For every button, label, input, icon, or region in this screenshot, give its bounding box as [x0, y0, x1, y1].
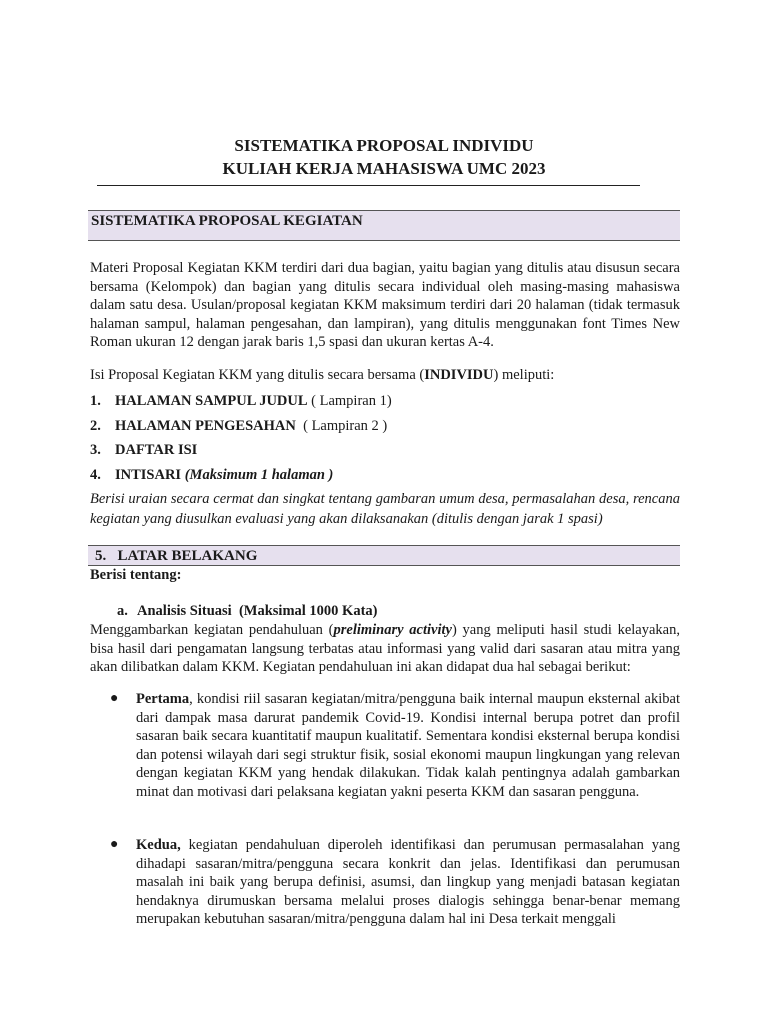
- list-item: [90, 392, 680, 417]
- document-title: [0, 134, 768, 180]
- subsection-title: Analisis Situasi (Maksimal 1000 Kata): [137, 603, 378, 619]
- intro-paragraph: Materi Proposal Kegiatan KKM terdiri dari dua bagian, yaitu bagian yang ditulis atau disusun secara bersama (Kelompok) dan bagian yang ditulis secara individual oleh masing-masing mahasiswa dalam satu desa. Usulan/proposal kegiatan KKM maksimum terdiri dari 20 halaman (tidak termasuk halaman sampul, halaman pengesahan, dan lampiran), yang ditulis menggunakan font Times New Roman ukuran 12 dengan jarak baris 1,5 spasi dan ukuran kertas A-4.: [90, 260, 680, 351]
- list-item: [108, 836, 680, 929]
- list-item-number: 3.: [90, 442, 101, 458]
- subsection-heading: [117, 603, 377, 620]
- bullet-text: kegiatan pendahuluan diperoleh identifikasi dan perumusan permasalahan yang dihadapi sasaran/mitra/pengguna secara konkrit dan jelas. Identifikasi dan perumusan masalah ini baik yang berupa definisi, asumsi, dan lingkup yang menjadi batasan kegiatan hendaknya dirumuskan bersama melalui proses dialogis sehingga benar-benar memang merupakan kebutuhan sasaran/mitra/pengguna dalam hal ini Desa terkait menggali: [136, 837, 680, 928]
- list-item-number: 1.: [90, 393, 101, 409]
- list-item-note: ( Lampiran 1): [307, 393, 392, 409]
- contents-intro-prefix: Isi Proposal Kegiatan KKM yang ditulis secara bersama (: [90, 367, 425, 383]
- analysis-prefix: Menggambarkan kegiatan pendahuluan (: [90, 622, 334, 638]
- bullet-item-kedua: [108, 836, 680, 929]
- bullet-lead: Kedua,: [136, 837, 181, 853]
- bullet-item-pertama: [108, 690, 680, 802]
- bullet-icon: ●: [110, 837, 119, 852]
- list-item: [90, 441, 680, 466]
- list-item: [108, 690, 680, 802]
- bullet-icon: ●: [110, 691, 119, 706]
- analysis-italic: preliminary activity: [333, 622, 452, 638]
- analysis-suffix: ) yang meliputi hasil studi kelayakan, bisa hasil dari pengamatan langsung terbatas atau informasi yang valid dari sasaran atau mitra yang akan dilibatkan dalam KKM. Kegiatan pendahuluan ini akan didapat dua hal sebagai berikut:: [90, 622, 680, 676]
- section-heading-latar-belakang: 5. LATAR BELAKANG: [88, 545, 680, 566]
- bullet-text: , kondisi riil sasaran kegiatan/mitra/pengguna baik internal maupun eksternal akibat dari dampak masa darurat pandemik Covid-19. Kondisi internal berupa potret dan profil sasaran baik secara kuantitatif maupun kualitatif. Sementara kondisi eksternal berupa kondisi dan potensi wilayah dari segi struktur fisik, sosial ekonomi maupun lingkungan yang relevan dengan kegiatan KKM yang hendak dilakukan. Tidak kalah pentingnya adalah gambarkan minat dan motivasi dari pelaksana kegiatan yakni peserta KKM dan sasaran pengguna.: [136, 691, 680, 800]
- title-line-1: SISTEMATIKA PROPOSAL INDIVIDU: [234, 136, 534, 155]
- subsection-letter: a.: [117, 603, 128, 619]
- contents-intro: [90, 366, 680, 385]
- contents-intro-bold: INDIVIDU: [424, 367, 494, 383]
- title-divider: [97, 185, 640, 186]
- bullet-lead: Pertama: [136, 691, 190, 707]
- list-item-label: DAFTAR ISI: [115, 442, 198, 458]
- list-item-note: ( Lampiran 2 ): [295, 417, 388, 434]
- analysis-paragraph: [90, 621, 680, 677]
- contents-intro-suffix: ) meliputi:: [493, 367, 555, 383]
- list-item-note: (Maksimum 1 halaman ): [181, 466, 334, 483]
- list-item-label: HALAMAN PENGESAHAN: [115, 417, 296, 434]
- list-item-label: INTISARI: [115, 466, 182, 483]
- list-item-number: 4.: [90, 466, 101, 483]
- intisari-description: Berisi uraian secara cermat dan singkat tentang gambaran umum desa, permasalahan desa, rencana kegiatan yang diusulkan evaluasi yang akan dilaksanakan (ditulis dengan jarak 1 spasi): [90, 491, 680, 527]
- list-item-label: HALAMAN SAMPUL JUDUL: [115, 393, 308, 409]
- berisi-label: Berisi tentang:: [90, 567, 182, 583]
- contents-list: [90, 392, 680, 490]
- section-heading-sistematika: SISTEMATIKA PROPOSAL KEGIATAN: [88, 210, 680, 241]
- list-item: [90, 466, 680, 491]
- list-item-number: 2.: [90, 417, 101, 434]
- title-line-2: KULIAH KERJA MAHASISWA UMC 2023: [222, 159, 546, 178]
- list-item: [90, 417, 680, 442]
